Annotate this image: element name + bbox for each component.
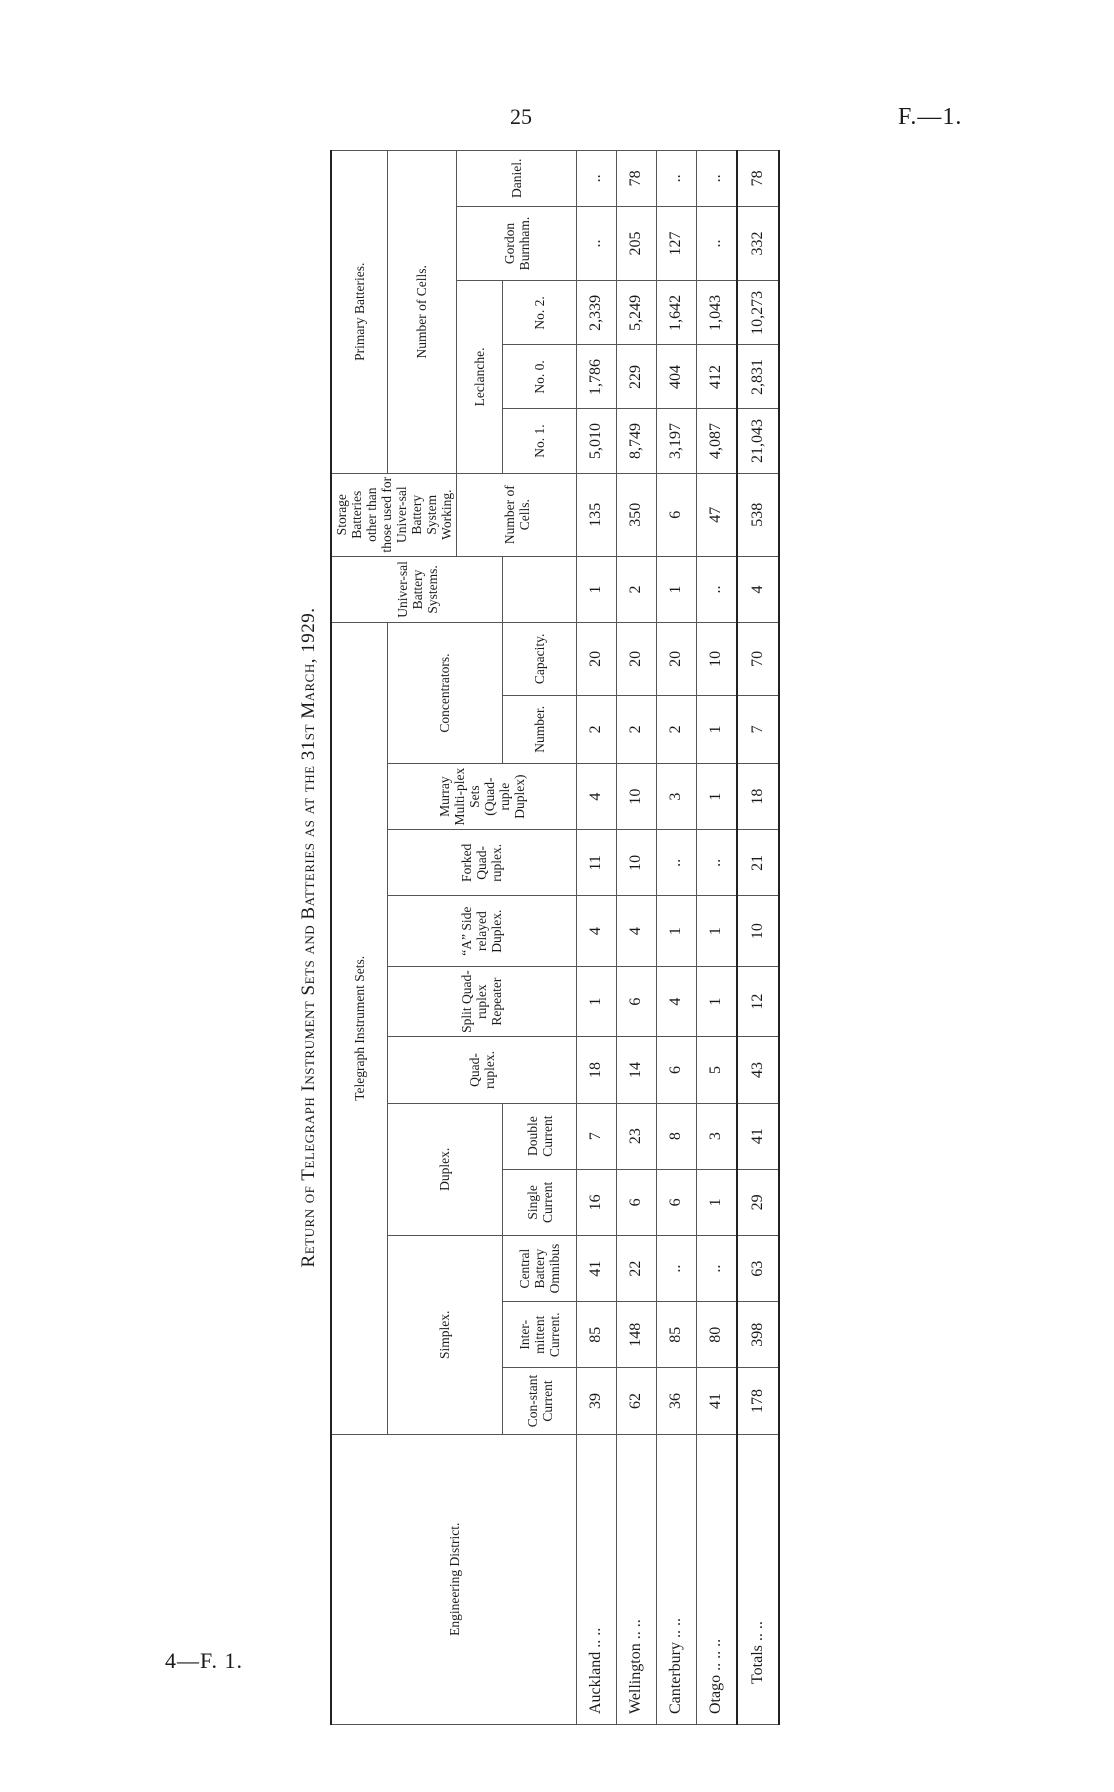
data-cell: 4 [577,764,617,830]
data-cell: 6 [616,966,656,1036]
data-cell: 6 [656,473,696,556]
total-cell: 12 [737,966,779,1036]
header-concentrators-capacity: Capacity. [503,623,577,696]
header-daniel: Daniel. [457,151,577,207]
total-cell: 43 [737,1037,779,1103]
data-cell: .. [656,1235,696,1301]
header-duplex: Duplex. [387,1103,503,1235]
data-cell: 1 [696,695,737,763]
total-cell: 29 [737,1169,779,1235]
header-concentrators-number: Number. [503,695,577,763]
total-cell: 10 [737,896,779,966]
data-cell: 47 [696,473,737,556]
data-cell: 2 [656,695,696,763]
data-cell: .. [577,206,617,281]
table-title: Return of Telegraph Instrument Sets and Batteries as at the 31st March, 1929. [298,607,319,1268]
data-cell: 350 [616,473,656,556]
page-number: 25 [510,104,532,129]
header-concentrators: Concentrators. [387,623,503,764]
data-cell: 20 [616,623,656,696]
header-engineering-district: Engineering District. [331,1434,577,1724]
data-cell: 148 [616,1302,656,1368]
data-cell: 1 [696,764,737,830]
data-cell: 229 [616,345,656,409]
data-cell: 5,249 [616,281,656,345]
data-cell: 1 [577,966,617,1036]
data-cell: 1 [696,1169,737,1235]
data-cell: 1 [696,896,737,966]
total-cell: 4 [737,556,779,622]
district-cell: Wellington .. .. [616,1434,656,1724]
data-cell: 41 [577,1235,617,1301]
header-simplex: Simplex. [387,1235,503,1434]
data-cell: 404 [656,345,696,409]
data-cell: .. [577,151,617,207]
data-cell: 4,087 [696,409,737,473]
data-cell: 6 [616,1169,656,1235]
data-cell: 3 [656,764,696,830]
total-cell: 70 [737,623,779,696]
table-row [616,151,656,1725]
data-cell: 2,339 [577,281,617,345]
total-cell: 398 [737,1302,779,1368]
totals-row [737,151,779,1725]
header-telegraph-instrument-sets: Telegraph Instrument Sets. [331,623,387,1435]
data-cell: 22 [616,1235,656,1301]
data-cell: 18 [577,1037,617,1103]
total-cell: 10,273 [737,281,779,345]
data-cell: 4 [577,896,617,966]
data-cell: 2 [616,556,656,622]
header-no-2: No. 2. [503,281,577,345]
data-cell: 10 [616,830,656,896]
data-cell: 41 [696,1368,737,1434]
district-cell: Canterbury .. .. [656,1434,696,1724]
total-cell: 7 [737,695,779,763]
data-cell: 1,043 [696,281,737,345]
total-cell: 18 [737,764,779,830]
header-storage-batteries: Storage Batteries other than those used for Univer-sal Battery System Working. [331,473,457,556]
district-cell: Otago .. .. .. [696,1434,737,1724]
data-cell: 4 [656,966,696,1036]
data-cell: 412 [696,345,737,409]
header-central-battery-omnibus: Central Battery Omnibus [503,1235,577,1301]
data-cell: 85 [656,1302,696,1368]
data-cell: .. [656,151,696,207]
header-leclanche: Leclanche. [457,281,503,473]
header-universal-battery-systems: Univer-sal Battery Systems. [331,556,503,622]
header-no-1: No. 1. [503,409,577,473]
total-cell: 21,043 [737,409,779,473]
table-row [577,151,617,1725]
data-cell: 1 [577,556,617,622]
data-cell: 10 [616,764,656,830]
total-cell: 41 [737,1103,779,1169]
total-cell: 63 [737,1235,779,1301]
data-cell: 39 [577,1368,617,1434]
totals-label: Totals .. .. [737,1434,779,1724]
total-cell: 21 [737,830,779,896]
data-cell: 36 [656,1368,696,1434]
data-cell: .. [656,830,696,896]
data-cell: 20 [577,623,617,696]
data-cell: 23 [616,1103,656,1169]
header-intermittent-current: Inter-mittent Current. [503,1302,577,1368]
header-single-current: Single Current [503,1169,577,1235]
data-cell: 205 [616,206,656,281]
data-cell: .. [696,1235,737,1301]
data-cell: 78 [616,151,656,207]
table-row [656,151,696,1725]
data-cell: 7 [577,1103,617,1169]
total-cell: 538 [737,473,779,556]
data-cell: 3,197 [656,409,696,473]
header-gordon-burnham: Gordon Burnham. [457,206,577,281]
data-cell: 6 [656,1037,696,1103]
data-cell: 1 [656,556,696,622]
header-split-quadruplex-repeater: Split Quad-ruplex Repeater [387,966,577,1036]
data-cell: .. [696,556,737,622]
total-cell: 178 [737,1368,779,1434]
data-cell: 16 [577,1169,617,1235]
header-storage-number-of-cells: Number of Cells. [457,473,577,556]
data-cell: .. [696,151,737,207]
data-cell: 8,749 [616,409,656,473]
total-cell: 332 [737,206,779,281]
data-cell: 135 [577,473,617,556]
data-cell: 3 [696,1103,737,1169]
header-murray-multiplex-sets: Murray Multi-plex Sets (Quad-ruple Duplex) [387,764,577,830]
data-cell: 1,642 [656,281,696,345]
document-code-bottom: 4—F. 1. [165,1648,243,1673]
data-cell: 5 [696,1037,737,1103]
data-cell: 20 [656,623,696,696]
data-cell: .. [696,206,737,281]
data-cell: 80 [696,1302,737,1368]
rotated-return-table [290,150,770,1725]
data-cell: 1,786 [577,345,617,409]
table-row [696,151,737,1725]
data-cell: 11 [577,830,617,896]
header-primary-batteries: Primary Batteries. [331,151,387,474]
header-a-side-relayed-duplex: “A” Side relayed Duplex. [387,896,577,966]
data-cell: 8 [656,1103,696,1169]
document-code-top: F.—1. [898,104,963,130]
data-cell: 2 [577,695,617,763]
header-constant-current: Con-stant Current [503,1368,577,1434]
data-cell: 6 [656,1169,696,1235]
data-cell: .. [696,830,737,896]
data-cell: 1 [656,896,696,966]
data-cell: 5,010 [577,409,617,473]
header-no-0: No. 0. [503,345,577,409]
total-cell: 78 [737,151,779,207]
data-cell: 62 [616,1368,656,1434]
header-quadruplex: Quad-ruplex. [387,1037,577,1103]
return-table [330,150,780,1725]
data-cell: 85 [577,1302,617,1368]
header-double-current: Double Current [503,1103,577,1169]
header-forked-quadruplex: Forked Quad-ruplex. [387,830,577,896]
district-cell: Auckland .. .. [577,1434,617,1724]
data-cell: 127 [656,206,696,281]
header-number-of-cells: Number of Cells. [387,151,457,474]
header-universal-blank [503,556,577,622]
data-cell: 1 [696,966,737,1036]
data-cell: 10 [696,623,737,696]
total-cell: 2,831 [737,345,779,409]
data-cell: 14 [616,1037,656,1103]
data-cell: 4 [616,896,656,966]
data-cell: 2 [616,695,656,763]
